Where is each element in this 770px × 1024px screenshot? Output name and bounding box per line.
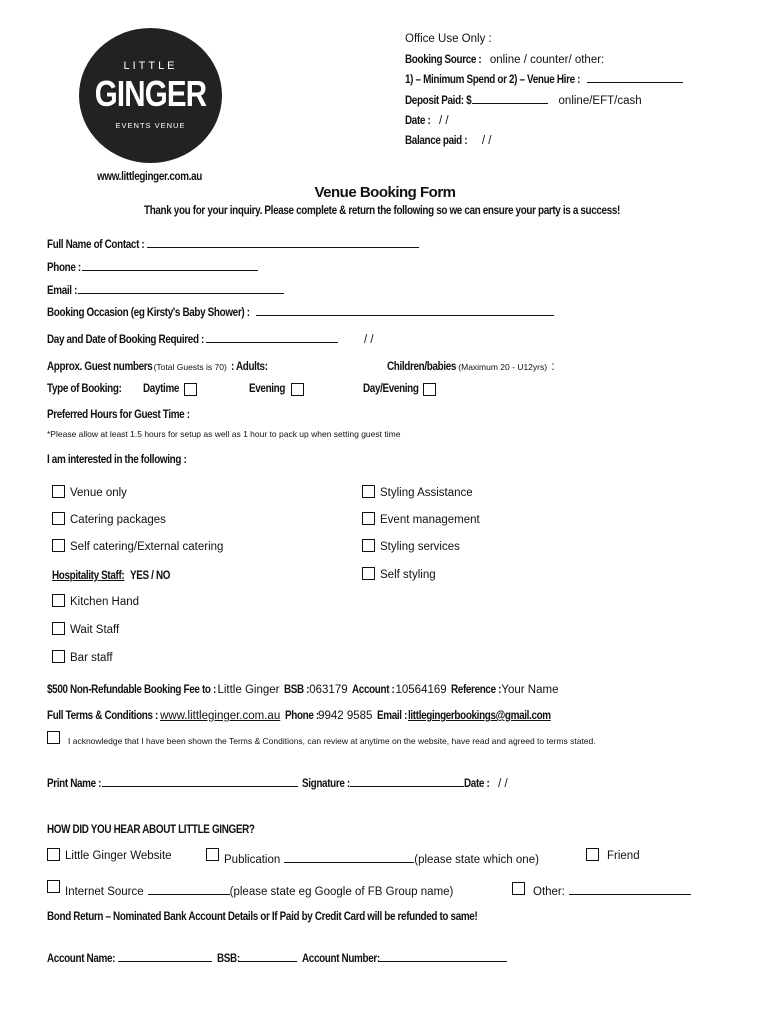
venue-only-checkbox[interactable] <box>52 485 65 498</box>
publication-label: Publication <box>224 854 281 866</box>
phone-field[interactable] <box>82 260 258 271</box>
day-date-field[interactable] <box>206 332 338 343</box>
account-number-field[interactable] <box>379 951 507 962</box>
setup-note: *Please allow at least 1.5 hours for setup as well as 1 hour to pack up when setting guest time <box>47 429 401 439</box>
account-number-label: Account Number: <box>301 953 380 965</box>
internet-note: (please state eg Google of FB Group name) <box>229 886 454 898</box>
day-date-row <box>47 330 374 348</box>
deposit-row <box>405 91 642 109</box>
venue-only-label: Venue only <box>70 487 127 499</box>
publication-checkbox[interactable] <box>206 848 219 861</box>
logo-little: LITTLE <box>123 60 178 72</box>
other-checkbox[interactable] <box>512 882 525 895</box>
website-text: www.littleginger.com.au <box>97 171 202 183</box>
booking-source-row <box>405 50 604 68</box>
fee-row <box>47 680 558 698</box>
email-row <box>47 281 284 299</box>
minimum-spend-field[interactable] <box>587 72 683 83</box>
children-colon: : <box>551 361 555 373</box>
styling-assistance-checkbox[interactable] <box>362 485 375 498</box>
daytime-label: Daytime <box>143 383 180 395</box>
evening-checkbox[interactable] <box>291 383 304 396</box>
website-source-checkbox[interactable] <box>47 848 60 861</box>
terms-email-link[interactable]: littlegingerbookings@gmail.com <box>407 710 551 722</box>
fee-account: 10564169 <box>395 684 447 696</box>
guests-row <box>47 357 274 375</box>
fee-label: $500 Non-Refundable Booking Fee to : <box>47 684 216 696</box>
friend-checkbox[interactable] <box>586 848 599 861</box>
full-name-label: Full Name of Contact : <box>47 239 145 251</box>
occasion-field[interactable] <box>256 305 554 316</box>
guests-note: (Total Guests is 70) <box>153 362 227 372</box>
internet-label: Internet Source <box>65 886 144 898</box>
publication-note: (please state which one) <box>414 854 539 866</box>
acknowledge-checkbox[interactable] <box>47 731 60 744</box>
terms-row <box>47 706 574 724</box>
self-catering-checkbox[interactable] <box>52 539 65 552</box>
other-label: Other: <box>533 886 565 898</box>
account-name-field[interactable] <box>118 951 212 962</box>
form-title: Venue Booking Form <box>314 184 456 201</box>
styling-assistance-label: Styling Assistance <box>380 487 473 499</box>
balance-slashes: / / <box>481 135 492 147</box>
terms-phone: 9942 9585 <box>318 710 373 722</box>
hospitality-value[interactable]: YES / NO <box>130 570 171 582</box>
fee-payee: Little Ginger <box>217 684 280 696</box>
daytime-checkbox[interactable] <box>184 383 197 396</box>
self-styling-checkbox[interactable] <box>362 567 375 580</box>
terms-label: Full Terms & Conditions : <box>47 710 158 722</box>
email-label: Email : <box>47 285 78 297</box>
deposit-methods: online/EFT/cash <box>558 95 642 107</box>
day-evening-label: Day/Evening <box>363 383 419 395</box>
self-styling-label: Self styling <box>380 569 436 581</box>
fee-bsb-label: BSB : <box>283 684 310 696</box>
internet-source-checkbox[interactable] <box>47 880 60 893</box>
styling-services-checkbox[interactable] <box>362 539 375 552</box>
phone-label: Phone : <box>47 262 81 274</box>
acknowledge-text: I acknowledge that I have been shown the Terms & Conditions, can review at anytime on the website, have read and agreed to terms stated. <box>68 736 596 746</box>
logo-ginger: GINGER <box>94 73 207 114</box>
fee-account-label: Account : <box>352 684 395 696</box>
fee-reference: Your Name <box>501 684 559 696</box>
styling-services-label: Styling services <box>380 541 460 553</box>
bond-account-row <box>47 949 507 967</box>
internet-row <box>65 882 453 900</box>
event-management-label: Event management <box>380 514 480 526</box>
bar-staff-checkbox[interactable] <box>52 650 65 663</box>
bond-note: Bond Return – Nominated Bank Account Details or If Paid by Credit Card will be refunded to same! <box>47 911 478 923</box>
minimum-spend-row <box>405 70 683 88</box>
interested-label: I am interested in the following : <box>47 454 187 466</box>
day-evening-checkbox[interactable] <box>423 383 436 396</box>
fee-bsb: 063179 <box>309 684 348 696</box>
print-name-field[interactable] <box>102 776 298 787</box>
wait-staff-label: Wait Staff <box>70 624 120 636</box>
terms-email-label: Email : <box>376 710 407 722</box>
hospitality-label: Hospitality Staff: <box>52 570 125 582</box>
office-date-slashes: / / <box>439 115 449 127</box>
bar-staff-label: Bar staff <box>70 652 113 664</box>
adults-label: : Adults: <box>231 361 268 373</box>
signoff-date-slashes: / / <box>498 778 508 790</box>
publication-field[interactable] <box>284 852 414 863</box>
children-row <box>387 357 555 375</box>
other-field[interactable] <box>569 884 691 895</box>
account-name-label: Account Name: <box>47 953 116 965</box>
office-use-title: Office Use Only : <box>405 33 492 45</box>
hear-title: HOW DID YOU HEAR ABOUT LITTLE GINGER? <box>47 824 255 836</box>
signoff-date-label: Date : <box>464 778 490 790</box>
friend-label: Friend <box>607 850 640 862</box>
bond-bsb-label: BSB: <box>216 953 240 965</box>
booking-source-value: online / counter/ other: <box>489 54 605 66</box>
kitchen-hand-label: Kitchen Hand <box>70 596 140 608</box>
hospitality-row <box>52 566 177 584</box>
occasion-row <box>47 303 554 321</box>
event-management-checkbox[interactable] <box>362 512 375 525</box>
signature-label: Signature : <box>302 778 351 790</box>
terms-link[interactable]: www.littleginger.com.au <box>160 710 281 722</box>
deposit-field[interactable] <box>472 93 548 104</box>
children-note: (Maximum 20 - U12yrs) <box>458 362 548 372</box>
booking-source-label: Booking Source : <box>405 54 482 66</box>
self-catering-label: Self catering/External catering <box>70 541 224 553</box>
wait-staff-checkbox[interactable] <box>52 622 65 635</box>
terms-phone-label: Phone : <box>284 710 319 722</box>
office-date-row <box>405 111 449 129</box>
catering-packages-checkbox[interactable] <box>52 512 65 525</box>
children-label: Children/babies <box>387 361 457 373</box>
full-name-field[interactable] <box>147 237 419 248</box>
occasion-label: Booking Occasion (eg Kirsty's Baby Shower) : <box>47 307 250 319</box>
form-intro: Thank you for your inquiry. Please complete & return the following so we can ensure your party is a success! <box>144 205 620 217</box>
catering-packages-label: Catering packages <box>70 514 166 526</box>
phone-row <box>47 258 258 276</box>
other-row <box>533 882 691 900</box>
type-of-booking-label: Type of Booking: <box>47 383 122 395</box>
fee-reference-label: Reference : <box>451 684 502 696</box>
deposit-label: Deposit Paid: $ <box>405 95 472 107</box>
preferred-hours-label: Preferred Hours for Guest Time : <box>47 409 190 421</box>
bond-bsb-field[interactable] <box>239 951 297 962</box>
print-name-label: Print Name : <box>47 778 102 790</box>
kitchen-hand-checkbox[interactable] <box>52 594 65 607</box>
email-field[interactable] <box>78 283 284 294</box>
publication-row <box>224 850 539 868</box>
logo-subtitle: EVENTS VENUE <box>115 121 186 130</box>
website-source-label: Little Ginger Website <box>65 850 172 862</box>
day-date-label: Day and Date of Booking Required : <box>47 334 205 346</box>
minimum-spend-label: 1) – Minimum Spend or 2) – Venue Hire : <box>405 74 581 86</box>
internet-field[interactable] <box>148 884 230 895</box>
balance-row <box>405 131 491 149</box>
balance-label: Balance paid : <box>405 135 468 147</box>
signoff-row <box>47 774 508 792</box>
full-name-row <box>47 235 419 253</box>
office-date-label: Date : <box>405 115 431 127</box>
evening-label: Evening <box>249 383 286 395</box>
day-date-slashes: / / <box>364 334 374 346</box>
little-ginger-logo <box>79 28 222 163</box>
guests-label: Approx. Guest numbers <box>47 361 153 373</box>
signature-field[interactable] <box>350 776 464 787</box>
